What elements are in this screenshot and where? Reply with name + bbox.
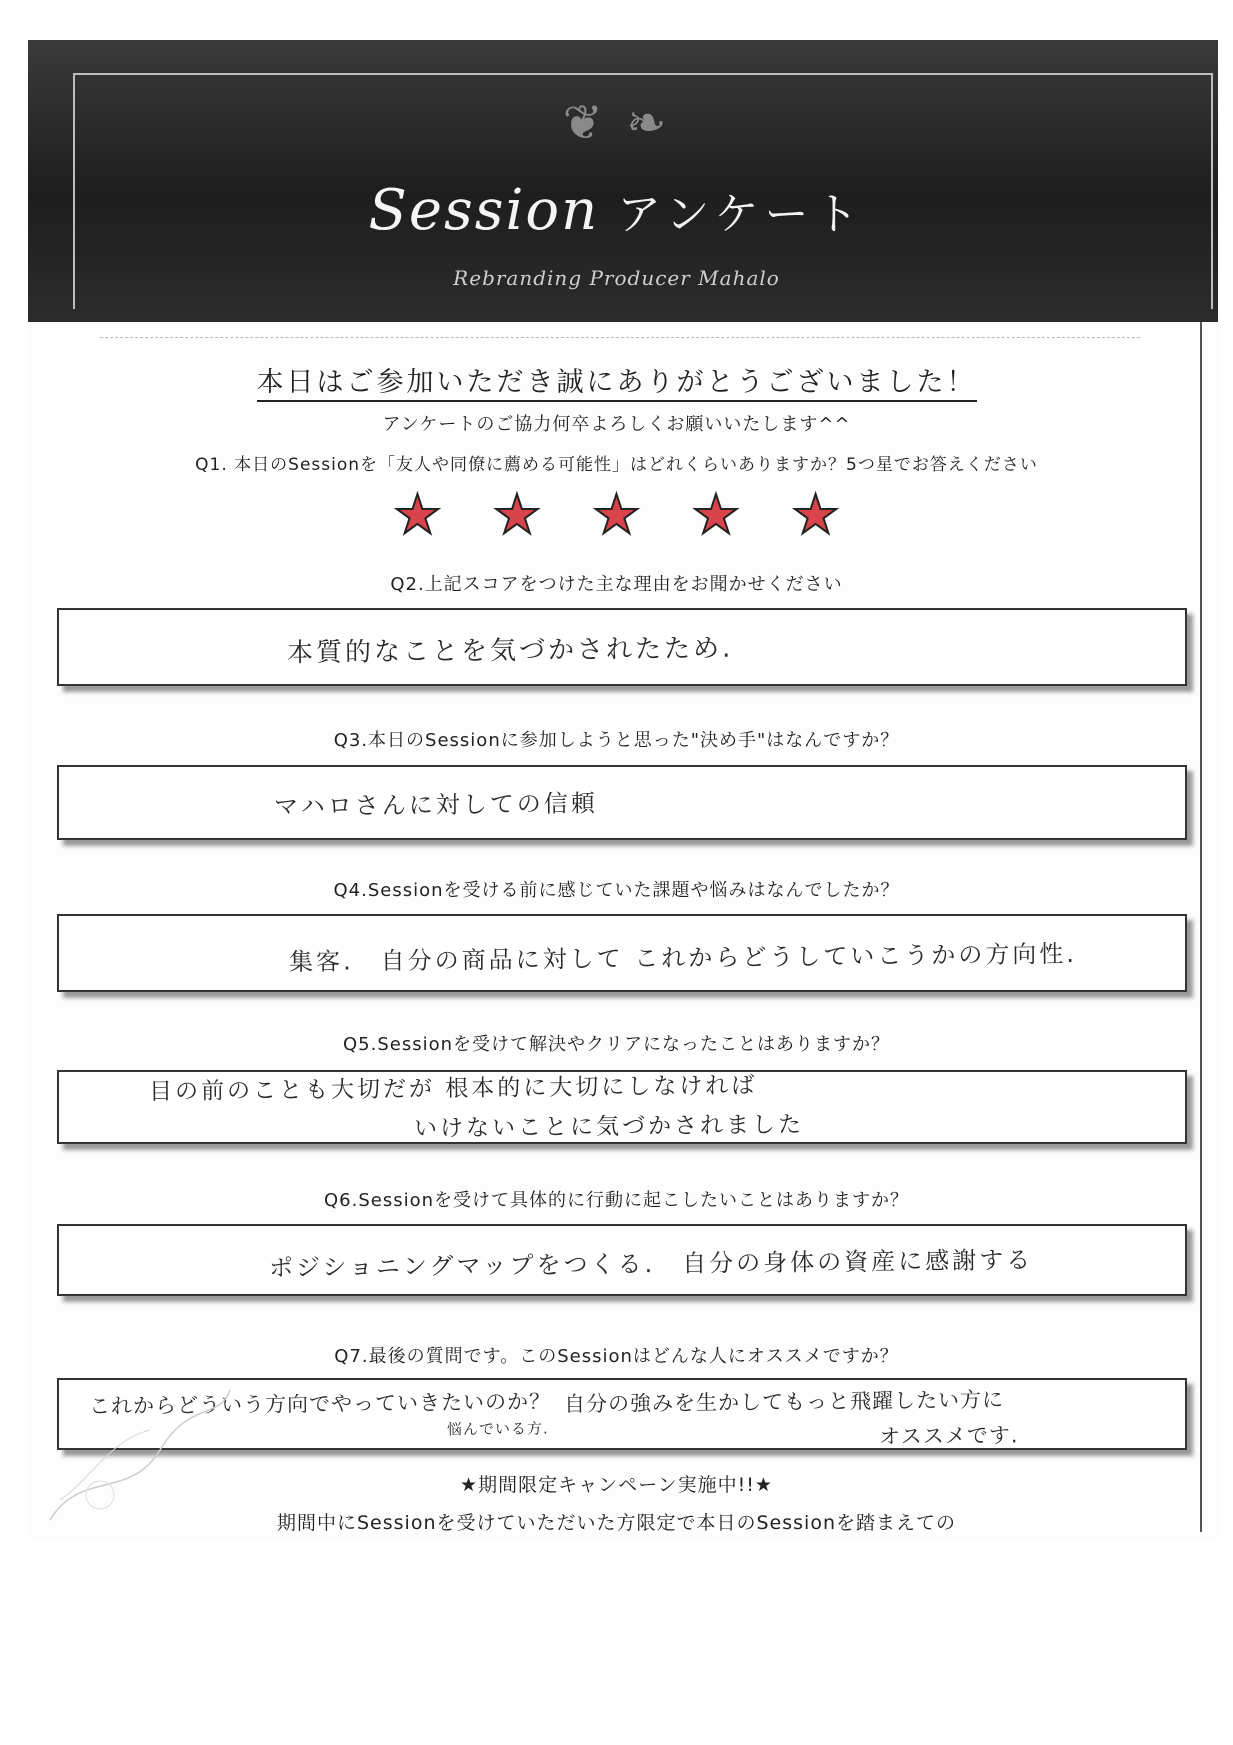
q4-answer: 集客. 自分の商品に対して これからどうしていこうかの方向性. xyxy=(288,939,1078,977)
q6-question: Q6.Sessionを受けて具体的に行動に起こしたいことはありますか？ xyxy=(323,1190,910,1211)
divider xyxy=(100,337,1140,338)
star-icon: ★ xyxy=(691,483,741,546)
q1-question: Q1. 本日のSessionを「友人や同僚に薦める可能性」はどれくらいありますか？5つ星でお答えください xyxy=(195,455,1038,475)
q5-answer-line1: 目の前のことも大切だが 根本的に大切にしなければ xyxy=(148,1072,758,1106)
thanks-heading xyxy=(0,360,1233,399)
q2-answer-box xyxy=(57,608,1187,686)
q1-star-rating xyxy=(0,483,1233,546)
q5-answer-line2: いけないことに気づかされました xyxy=(413,1111,805,1143)
q7-answer-line3: オススメです. xyxy=(878,1423,1019,1449)
q7-question: Q7.最後の質問です。このSessionはどんな人にオススメですか？ xyxy=(334,1346,899,1367)
q5-question: Q5.Sessionを受けて解決やクリアになったことはありますか？ xyxy=(342,1034,891,1055)
survey-title xyxy=(0,178,1233,243)
q6-answer-box xyxy=(57,1224,1187,1296)
q7-answer-note: 悩んでいる方. xyxy=(446,1419,549,1439)
producer-subtitle: Rebranding Producer Mahalo xyxy=(453,266,780,290)
star-icon: ★ xyxy=(492,483,542,546)
title-kana: アンケート xyxy=(617,189,865,240)
q4-question: Q4.Sessionを受ける前に感じていた課題や悩みはなんでしたか？ xyxy=(333,880,900,901)
q6-answer: ポジショニングマップをつくる. 自分の身体の資産に感謝する xyxy=(268,1245,1034,1282)
ornament-icon: ❦ ❧ xyxy=(562,95,671,151)
q4-answer-box xyxy=(57,914,1187,992)
title-script: Session xyxy=(368,178,600,243)
thanks-text: 本日はご参加いただき誠にありがとうございました！ xyxy=(257,367,977,402)
star-icon: ★ xyxy=(393,483,442,546)
star-icon: ★ xyxy=(592,483,641,546)
q7-answer-line2: 自分の強みを生かしてもっと飛躍したい方に xyxy=(563,1387,1005,1417)
q7-answer-line1: これからどういう方向でやっていきたいのか？ xyxy=(88,1389,552,1419)
campaign-title: ★期間限定キャンペーン実施中!!★ xyxy=(460,1474,773,1496)
campaign-body: 期間中にSessionを受けていただいた方限定で本日のSessionを踏まえての xyxy=(277,1512,956,1534)
q2-answer: 本質的なことを気づかされたため. xyxy=(286,633,734,669)
q3-question: Q3.本日のSessionに参加しようと思った"決め手"はなんですか？ xyxy=(333,730,900,751)
request-text: アンケートのご協力何卒よろしくお願いいたします^^ xyxy=(382,414,851,435)
q3-answer: マハロさんに対しての信頼 xyxy=(273,789,598,821)
q3-answer-box xyxy=(57,765,1187,840)
q5-answer-box xyxy=(57,1070,1187,1144)
q2-question: Q2.上記スコアをつけた主な理由をお聞かせください xyxy=(390,574,843,595)
star-icon: ★ xyxy=(791,483,840,546)
